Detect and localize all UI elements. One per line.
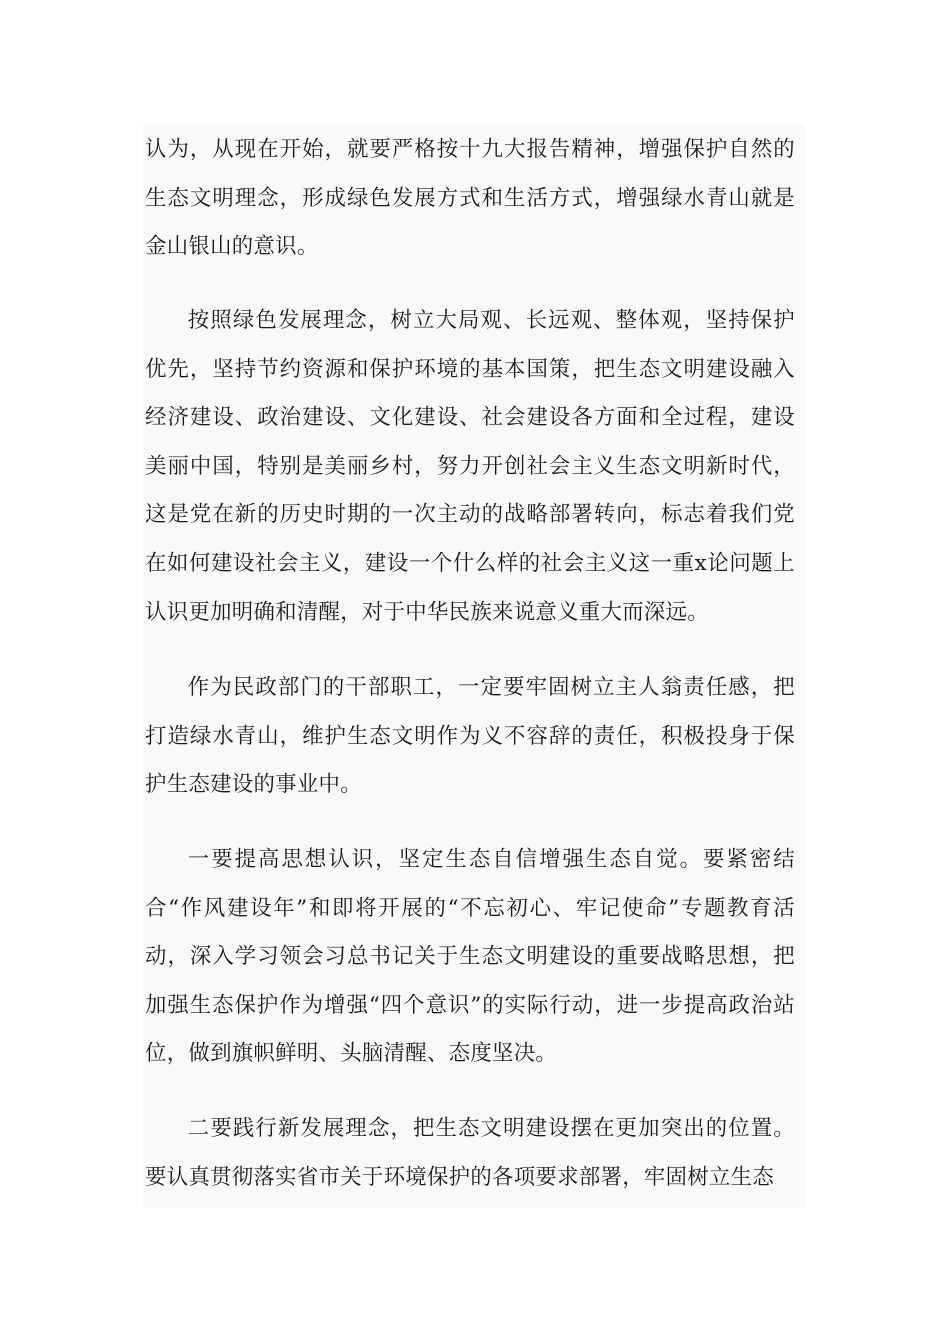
paragraph-2: 按照绿色发展理念，树立大局观、长远观、整体观，坚持保护优先，坚持节约资源和保护环境的基本国策，把生态文明建设融入经济建设、政治建设、文化建设、社会建设各方面和全过程，建设美丽中国，特别是美丽乡村，努力开创社会主义生态文明新时代，这是党在新的历史时期的一次主动的战略部署转向，标志着我们党在如何建设社会主义，建设一个什么样的社会主义这一重x论问题上认识更加明确和清醒，对于中华民族来说意义重大而深远。 xyxy=(145,308,795,625)
document-page xyxy=(143,124,806,1208)
paragraph-3: 作为民政部门的干部职工，一定要牢固树立主人翁责任感，把打造绿水青山，维护生态文明作为义不容辞的责任，积极投身于保护生态建设的事业中。 xyxy=(145,675,795,798)
paragraph-5: 二要践行新发展理念，把生态文明建设摆在更加突出的位置。要认真贯彻落实省市关于环境保护的各项要求部署，牢固树立生态 xyxy=(145,1116,795,1190)
paragraph-1: 认为，从现在开始，就要严格按十九大报告精神，增强保护自然的生态文明理念，形成绿色发展方式和生活方式，增强绿水青山就是金山银山的意识。 xyxy=(145,137,795,260)
paragraph-4: 一要提高思想认识，坚定生态自信增强生态自觉。要紧密结合“作风建设年”和即将开展的“不忘初心、牢记使命”专题教育活动，深入学习领会习总书记关于生态文明建设的重要战略思想，把加强生态保护作为增强“四个意识”的实际行动，进一步提高政治站位，做到旗帜鲜明、头脑清醒、态度坚决。 xyxy=(145,847,795,1067)
